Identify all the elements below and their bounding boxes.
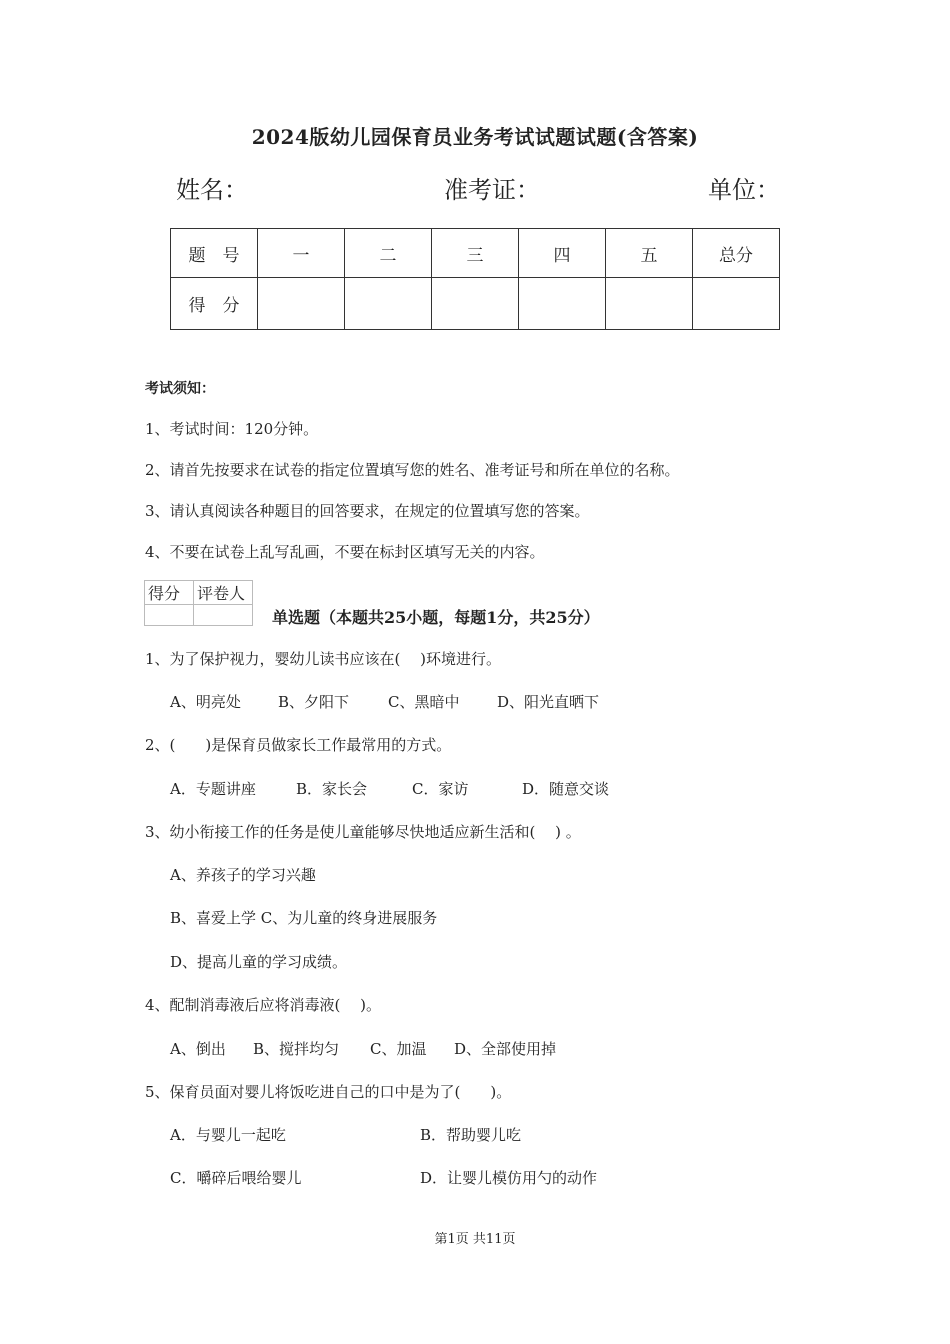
question-4-option-c: C、加温 bbox=[370, 1040, 427, 1058]
question-5-option-b: B．帮助婴儿吃 bbox=[420, 1126, 522, 1144]
question-5-stem: 5、保育员面对婴儿将饭吃进自己的口中是为了( )。 bbox=[145, 1083, 512, 1101]
question-3-option-a: A、养孩子的学习兴趣 bbox=[170, 866, 316, 884]
grader-score-cell bbox=[145, 605, 194, 626]
grader-name-label: 评卷人 bbox=[194, 581, 253, 605]
question-2-option-c: C．家访 bbox=[412, 780, 469, 798]
score-table bbox=[170, 228, 780, 330]
question-4-option-a: A、倒出 bbox=[170, 1040, 226, 1058]
question-2-option-b: B．家长会 bbox=[296, 780, 368, 798]
header-cell-2: 二 bbox=[345, 229, 432, 278]
question-2-option-a: A．专题讲座 bbox=[170, 780, 256, 798]
name-label: 姓名： bbox=[176, 176, 248, 204]
candidate-info-row bbox=[176, 170, 780, 204]
header-cell-3: 三 bbox=[432, 229, 519, 278]
question-2-stem: 2、( )是保育员做家长工作最常用的方式。 bbox=[145, 736, 452, 754]
score-table-header-row bbox=[171, 229, 780, 278]
score-label-cell: 得 分 bbox=[171, 278, 258, 330]
question-3-option-d: D、提高儿童的学习成绩。 bbox=[170, 953, 348, 971]
question-4-option-b: B、搅拌均匀 bbox=[253, 1040, 340, 1058]
grader-score-label: 得分 bbox=[145, 581, 194, 605]
header-cell-total: 总分 bbox=[693, 229, 780, 278]
page-title: 2024版幼儿园保育员业务考试试题试题(含答案) bbox=[251, 125, 699, 149]
question-3-stem: 3、幼小衔接工作的任务是使儿童能够尽快地适应新生活和( ) 。 bbox=[145, 823, 581, 841]
score-cell-total bbox=[693, 278, 780, 330]
notice-item-4: 4、不要在试卷上乱写乱画，不要在标封区填写无关的内容。 bbox=[145, 543, 545, 561]
question-1-option-d: D、阳光直晒下 bbox=[497, 693, 600, 711]
question-1-option-b: B、夕阳下 bbox=[278, 693, 350, 711]
grader-box bbox=[144, 580, 253, 626]
score-cell-2 bbox=[345, 278, 432, 330]
section-title: 单选题（本题共25小题，每题1分，共25分） bbox=[272, 608, 600, 627]
question-5-option-d: D．让婴儿模仿用勺的动作 bbox=[420, 1169, 598, 1187]
exam-number-label: 准考证： bbox=[444, 176, 540, 204]
question-1-option-a: A、明亮处 bbox=[170, 693, 241, 711]
question-2-option-d: D．随意交谈 bbox=[522, 780, 610, 798]
score-cell-5 bbox=[606, 278, 693, 330]
question-4-stem: 4、配制消毒液后应将消毒液( )。 bbox=[145, 996, 382, 1014]
unit-label: 单位： bbox=[708, 176, 780, 204]
question-3-option-bc: B、喜爱上学 C、为儿童的终身进展服务 bbox=[170, 909, 438, 927]
score-table-score-row bbox=[171, 278, 780, 330]
score-cell-4 bbox=[519, 278, 606, 330]
score-cell-3 bbox=[432, 278, 519, 330]
header-cell-question-no: 题 号 bbox=[171, 229, 258, 278]
grader-name-cell bbox=[194, 605, 253, 626]
header-cell-5: 五 bbox=[606, 229, 693, 278]
notice-item-2: 2、请首先按要求在试卷的指定位置填写您的姓名、准考证号和所在单位的名称。 bbox=[145, 461, 680, 479]
question-5-option-a: A．与婴儿一起吃 bbox=[170, 1126, 286, 1144]
header-cell-4: 四 bbox=[519, 229, 606, 278]
page-footer: 第1页 共11页 bbox=[434, 1232, 516, 1247]
notice-item-3: 3、请认真阅读各种题目的回答要求，在规定的位置填写您的答案。 bbox=[145, 502, 590, 520]
question-1-stem: 1、为了保护视力，婴幼儿读书应该在( )环境进行。 bbox=[145, 650, 502, 668]
notice-item-1: 1、考试时间：120分钟。 bbox=[145, 420, 319, 438]
question-4-option-d: D、全部使用掉 bbox=[454, 1040, 557, 1058]
score-cell-1 bbox=[258, 278, 345, 330]
header-cell-1: 一 bbox=[258, 229, 345, 278]
question-1-option-c: C、黑暗中 bbox=[388, 693, 460, 711]
notice-title: 考试须知： bbox=[145, 381, 215, 397]
question-5-option-c: C．嚼碎后喂给婴儿 bbox=[170, 1169, 302, 1187]
